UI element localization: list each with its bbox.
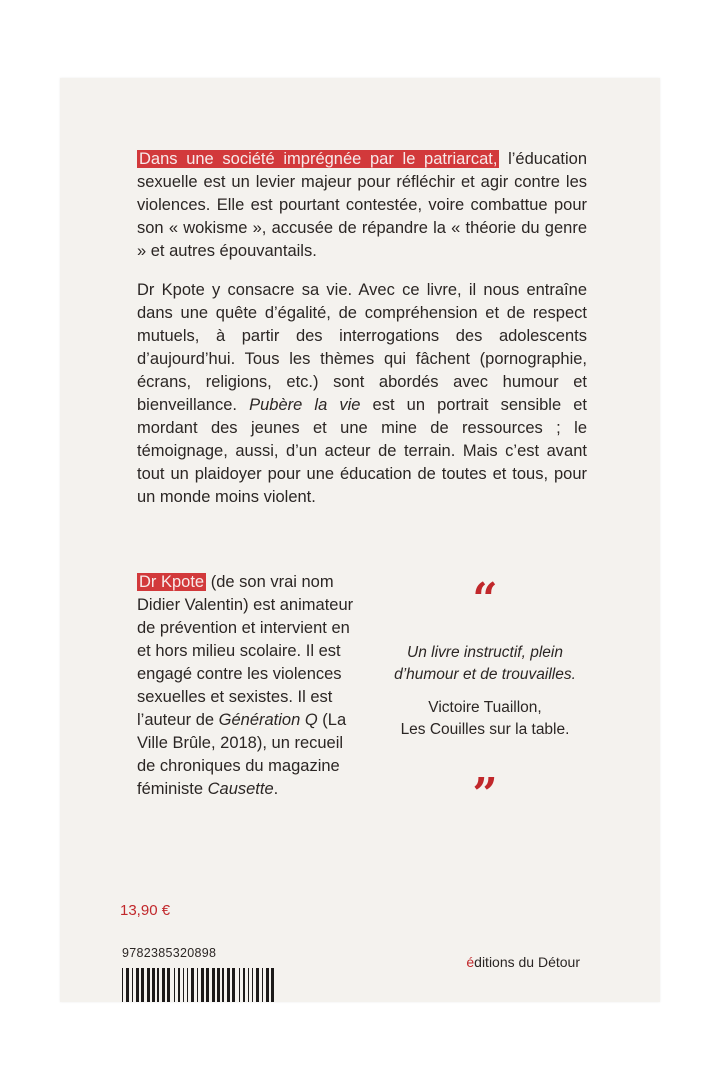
barcode-bar <box>206 968 209 1002</box>
publisher-accent-letter: é <box>466 954 475 970</box>
author-name-highlight: Dr Kpote <box>139 573 205 591</box>
barcode-bar <box>243 968 245 1002</box>
intro-paragraph-2-text-a: Dr Kpote y consacre sa vie. Avec ce livre, il nous entraîne dans une quête d’égalité, de compréhension et de respect mutuels, à partir des interrogations des adolescents d’aujourd’hui. Tous les thèmes qui fâchent (pornographie, écrans, religions, etc.) sont abordés avec humour et bienveillance. <box>137 281 587 414</box>
barcode-bar <box>167 968 170 1002</box>
barcode-bar <box>157 968 159 1002</box>
barcode-bar <box>256 968 259 1002</box>
barcode-bar <box>239 968 240 1002</box>
back-cover <box>60 78 660 1002</box>
publisher-logo <box>466 954 580 970</box>
barcode-bar <box>271 968 274 1002</box>
barcode-bar <box>147 968 150 1002</box>
isbn-number: 9782385320898 <box>122 946 217 960</box>
barcode-bar <box>141 968 144 1002</box>
barcode-bar <box>201 968 204 1002</box>
intro-paragraph-1 <box>137 148 587 263</box>
barcode-bar <box>212 968 215 1002</box>
barcode-bar <box>222 968 224 1002</box>
open-quote-icon: “ <box>472 574 498 625</box>
quote-text <box>375 642 595 686</box>
barcode-bar <box>191 968 194 1002</box>
quote-source <box>375 697 595 741</box>
review-quote <box>375 574 595 820</box>
intro-paragraph-1-text: l’éducation sexuelle est un levier majeur pour réfléchir et agir contre les violences. Elle est pourtant contestée, voire combattue pour son « wokisme », accusée de répandre la « théorie du genre » et autres épouvantails. <box>137 150 587 260</box>
barcode-bar <box>248 968 249 1002</box>
intro-paragraph-2 <box>137 279 587 509</box>
barcode-graphic <box>122 968 274 1002</box>
barcode-bar <box>152 968 155 1002</box>
barcode-bar <box>266 968 269 1002</box>
barcode-bar <box>252 968 253 1002</box>
barcode-bar <box>136 968 139 1002</box>
book-title: Pubère la vie <box>249 396 361 414</box>
author-bio-end: . <box>273 780 279 798</box>
barcode-bar <box>217 968 220 1002</box>
intro-paragraph-2-text-b: est un portrait sensible et mordant des jeunes et une mine de ressources ; le témoignage, aussi, d’un acteur de terrain. Mais c’est avant tout un plaidoyer pour une éducation de toutes et tous, pour un monde moins violent. <box>137 396 587 506</box>
barcode-bar <box>227 968 230 1002</box>
barcode-bar <box>178 968 180 1002</box>
barcode-bar <box>174 968 175 1002</box>
barcode <box>122 968 274 1002</box>
close-quote-icon: ” <box>472 769 498 820</box>
author-previous-book: Génération Q <box>218 711 318 729</box>
intro-text <box>137 148 587 525</box>
highlighted-phrase: Dans une société imprégnée par le patriarcat, <box>139 150 498 168</box>
barcode-bar <box>183 968 184 1002</box>
barcode-bar <box>232 968 235 1002</box>
price: 13,90 € <box>120 902 171 919</box>
quote-text-line-2: d’humour et de trouvailles. <box>394 666 576 683</box>
barcode-bar <box>126 968 129 1002</box>
quote-text-line-1: Un livre instructif, plein <box>407 644 563 661</box>
author-bio-text-b: (La Ville Brûle, 2018), un recueil de chroniques du magazine féministe <box>137 711 347 798</box>
author-bio <box>137 571 357 801</box>
quote-source-line-1: Victoire Tuaillon, <box>428 699 542 716</box>
barcode-bar <box>132 968 133 1002</box>
quote-source-line-2: Les Couilles sur la table. <box>400 721 570 738</box>
barcode-bar <box>187 968 188 1002</box>
barcode-bar <box>162 968 165 1002</box>
barcode-bar <box>122 968 123 1002</box>
publisher-name: ditions du Détour <box>474 954 580 970</box>
barcode-bar <box>197 968 198 1002</box>
magazine-name: Causette <box>207 780 274 798</box>
barcode-bar <box>262 968 263 1002</box>
author-bio-text-a: (de son vrai nom Didier Valentin) est animateur de prévention et intervient en et hors milieu scolaire. Il est engagé contre les violences sexuelles et sexistes. Il est l’auteur de <box>137 573 354 729</box>
